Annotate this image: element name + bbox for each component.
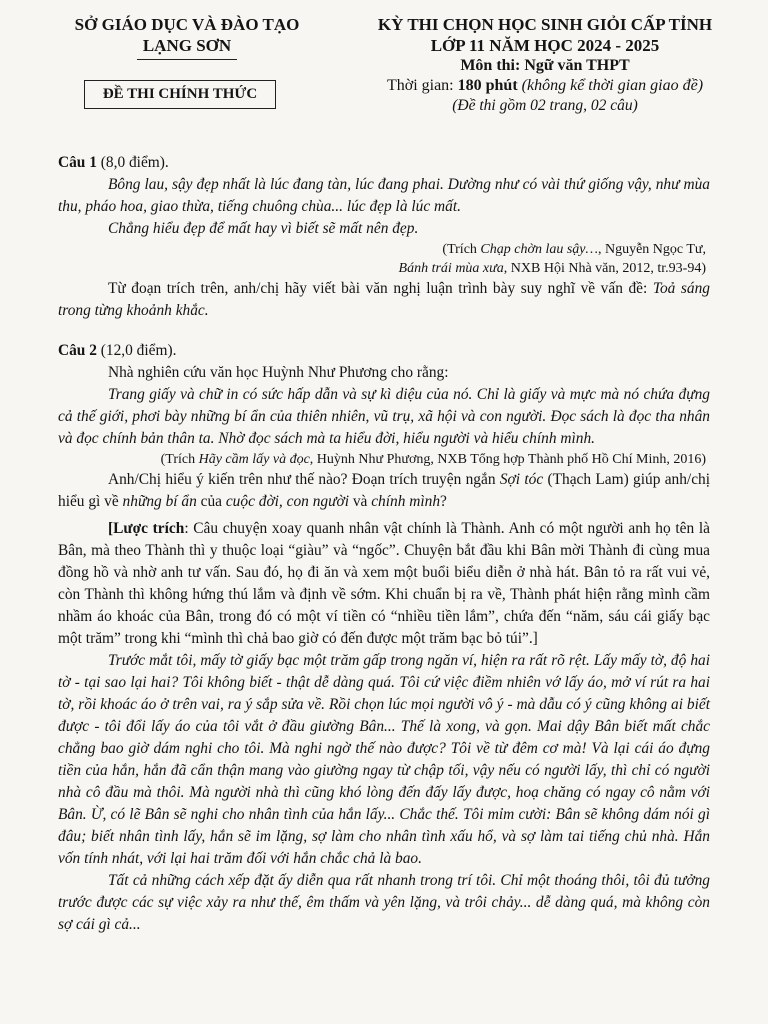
- question-1-quote-p2: Chẳng hiểu đẹp để mất hay vì biết sẽ mất nên đẹp.: [108, 220, 419, 237]
- section-spacer: [58, 322, 710, 340]
- question-2-task: Anh/Chị hiểu ý kiến trên như thế nào? Đoạn trích truyện ngắn Sợi tóc (Thạch Lam) giúp anh/chị hiểu gì về những bí ẩn của cuộc đời, con người và chính mình?: [58, 471, 711, 510]
- exam-duration: Thời gian: 180 phút (không kể thời gian giao đề): [386, 77, 704, 94]
- exam-body: [58, 152, 710, 936]
- exam-title-line2: LỚP 11 NĂM HỌC 2024 - 2025: [430, 36, 660, 55]
- question-2-excerpt-p1: Trước mắt tôi, mấy tờ giấy bạc một trăm gấp trong ngăn ví, hiện ra rất rõ rệt. Lấy mấy tờ, độ hai tờ - tại sao lại hai? Tôi không biết - thật dễ dàng quá. Tôi cứ việc điềm nhiên vớ lấy áo, mở ví rút ra hai tờ, rồi khoác áo ở trên vai, ra ý sắp sửa về. Rồi chọn lúc mọi người vô ý - mà dẫu có ý cũng không ai biết được - tôi đổi lấy áo của tôi vắt ở đầu giường Bân... Thế là xong, và gọn. Mai dậy Bân biết mất chắc chẳng bao giờ dám nghi cho tôi. Mà nghi ngờ thế nào được? Tôi về từ đêm cơ mà! Và lại cái áo đựng tiền của hắn, hắn đã cẩn thận mang vào giường ngay từ chập tối, vậy nếu có người lấy, thì chỉ có người nhà cô đầu mà thôi. Mà người nhà thì cũng khó lòng đến đấy lấy được, hoạ chăng có ngay cô nằm với Bân. Ừ, có lẽ Bân sẽ nghi cho nhân tình của hắn lấy... Chắc thế. Tôi mỉm cười: Bân sẽ không dám nói gì đâu; biết nhân tình lấy, hắn sẽ im lặng, sợ làm cho nhân tình xấu hổ, và sợ làm tai tiếng chủ nhà. Hắn vốn tính nhát, với lại hai trăm đối với hắn chắc chả là bao.: [58, 652, 710, 867]
- department-line1: SỞ GIÁO DỤC VÀ ĐÀO TẠO: [74, 15, 300, 34]
- question-2-intro: Nhà nghiên cứu văn học Huỳnh Như Phương cho rằng:: [108, 364, 449, 381]
- exam-title-line1: KỲ THI CHỌN HỌC SINH GIỎI CẤP TỈNH: [377, 15, 713, 34]
- question-2-source: (Trích Hãy cầm lấy và đọc, Huỳnh Như Phương, NXB Tổng hợp Thành phố Hồ Chí Minh, 2016): [160, 452, 706, 467]
- department-block: [62, 14, 312, 109]
- question-2-quote: Trang giấy và chữ in có sức hấp dẫn và sự kì diệu của nó. Chỉ là giấy và mực mà nó chứa đựng cả thế giới, phơi bày những bí ẩn của thiên nhiên, vũ trụ, xã hội và con người. Đọc sách là đọc tha nhân và đọc chính bản thân ta. Nhờ đọc sách mà ta hiểu đời, hiểu người và hiểu chính mình.: [58, 386, 710, 447]
- department-line2: LẠNG SƠN: [142, 36, 232, 55]
- department-underline: [137, 59, 237, 60]
- exam-info-block: [345, 14, 745, 116]
- question-1-heading: Câu 1 (8,0 điểm).: [58, 154, 169, 171]
- question-2-heading: Câu 2 (12,0 điểm).: [58, 342, 177, 359]
- exam-pages-note: (Đề thi gồm 02 trang, 02 câu): [452, 97, 638, 114]
- exam-subject: Môn thi: Ngữ văn THPT: [460, 57, 630, 74]
- question-1-task: Từ đoạn trích trên, anh/chị hãy viết bài văn nghị luận trình bày suy nghĩ về vấn đề: Toả sáng trong từng khoảnh khắc.: [58, 280, 710, 319]
- question-2-excerpt-p2: Tất cả những cách xếp đặt ấy diễn qua rất nhanh trong trí tôi. Chỉ một thoáng thôi, tôi đủ tưởng trước được các sự việc xảy ra như thế, êm thấm và yên lặng, và trôi chảy... dễ dàng quá, mà không còn sợ cái gì cả...: [58, 872, 710, 933]
- question-1-quote-p1: Bông lau, sậy đẹp nhất là lúc đang tàn, lúc đang phai. Dường như có vài thứ giống vậy, như mùa thu, pháo hoa, giao thừa, tiếng chuông chùa... lúc đẹp là lúc mất.: [58, 176, 710, 215]
- question-1-source-line2: Bánh trái mùa xưa, NXB Hội Nhà văn, 2012, tr.93-94): [398, 261, 706, 276]
- official-exam-box: ĐỀ THI CHÍNH THỨC: [84, 80, 276, 109]
- question-1-source-line1: (Trích Chạp chờn lau sậy…, Nguyễn Ngọc Tư,: [442, 242, 706, 257]
- question-2-summary: [Lược trích: Câu chuyện xoay quanh nhân vật chính là Thành. Anh có một người anh họ tên là Bân, mà theo Thành thì y thuộc loại “giàu” và “ngốc”. Chuyện bắt đầu khi Bân mời Thành đi cùng mua đồng hồ và nhờ anh tư vấn. Sau đó, họ đi ăn và xem một buổi biểu diễn ở nhà hát. Bân tỏ ra rất vui vẻ, còn Thành thì không hứng thú lắm và định về sớm. Khi chuẩn bị ra về, Thành phát hiện rằng mình cầm nhầm áo khoác của Bân, trong đó có một ví tiền có “nhiều tiền lắm”, chứa đến “năm, sáu cái giấy bạc một trăm” trong khi “mình thì chả bao giờ có đến được một trăm bạc bỏ túi”.]: [58, 520, 710, 647]
